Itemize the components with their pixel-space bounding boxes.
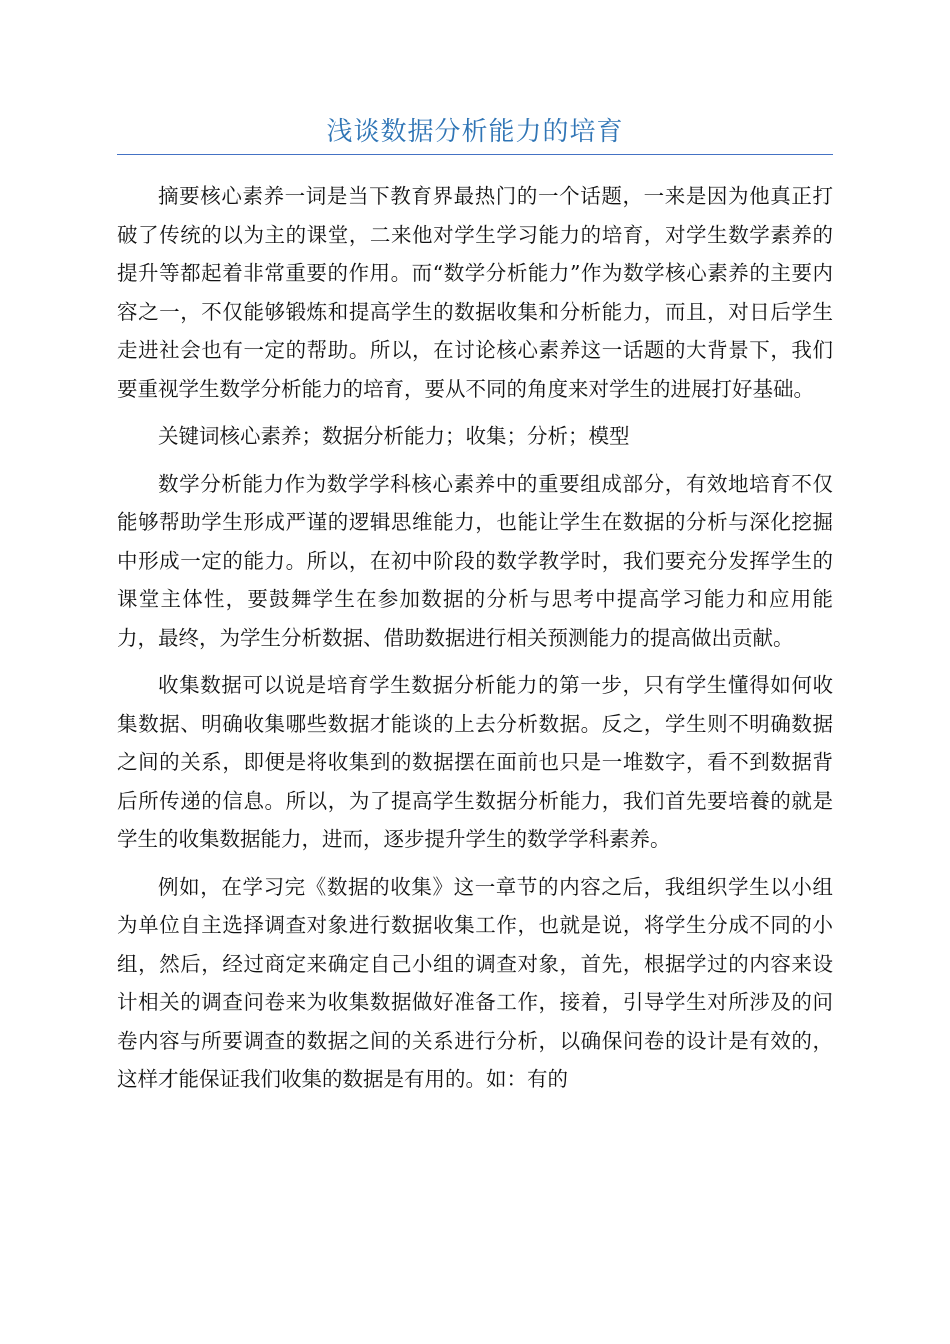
- document-body: [117, 177, 833, 1108]
- abstract-paragraph: 摘要核心素养一词是当下教育界最热门的一个话题，一来是因为他真正打破了传统的以为主的课堂，二来他对学生学习能力的培育，对学生数学素养的提升等都起着非常重要的作用。而“数学分析能力”作为数学核心素养的主要内容之一，不仅能够锻炼和提高学生的数据收集和分析能力，而且，对日后学生走进社会也有一定的帮助。所以，在讨论核心素养这一话题的大背景下，我们要重视学生数学分析能力的培育，要从不同的角度来对学生的进展打好基础。: [117, 184, 833, 401]
- body-paragraph: 收集数据可以说是培育学生数据分析能力的第一步，只有学生懂得如何收集数据、明确收集哪些数据才能谈的上去分析数据。反之，学生则不明确数据之间的关系，即便是将收集到的数据摆在面前也只是一堆数字，看不到数据背后所传递的信息。所以，为了提高学生数据分析能力，我们首先要培養的就是学生的收集数据能力，进而，逐步提升学生的数学学科素养。: [117, 673, 833, 851]
- document-title: 浅谈数据分析能力的培育: [326, 117, 624, 147]
- title-underline: [117, 154, 833, 155]
- body-paragraph: 数学分析能力作为数学学科核心素养中的重要组成部分，有效地培育不仅能够帮助学生形成严谨的逻辑思维能力，也能让学生在数据的分析与深化挖掘中形成一定的能力。所以，在初中阶段的数学教学时，我们要充分发挥学生的课堂主体性，要鼓舞学生在参加数据的分析与思考中提高学习能力和应用能力，最终，为学生分析数据、借助数据进行相关预测能力的提高做出贡献。: [117, 471, 833, 650]
- keywords-paragraph: 关键词核心素养；数据分析能力；收集；分析；模型: [158, 424, 630, 448]
- body-paragraph: 例如，在学习完《数据的收集》这一章节的内容之后，我组织学生以小组为单位自主选择调查对象进行数据收集工作，也就是说，将学生分成不同的小组，然后，经过商定来确定自己小组的调查对象，首先，根据学过的内容来设计相关的调查问卷来为收集数据做好准备工作，接着，引导学生对所涉及的问卷内容与所要调查的数据之间的关系进行分析，以确保问卷的设计是有效的，这样才能保证我们收集的数据是有用的。如：有的: [117, 874, 833, 1091]
